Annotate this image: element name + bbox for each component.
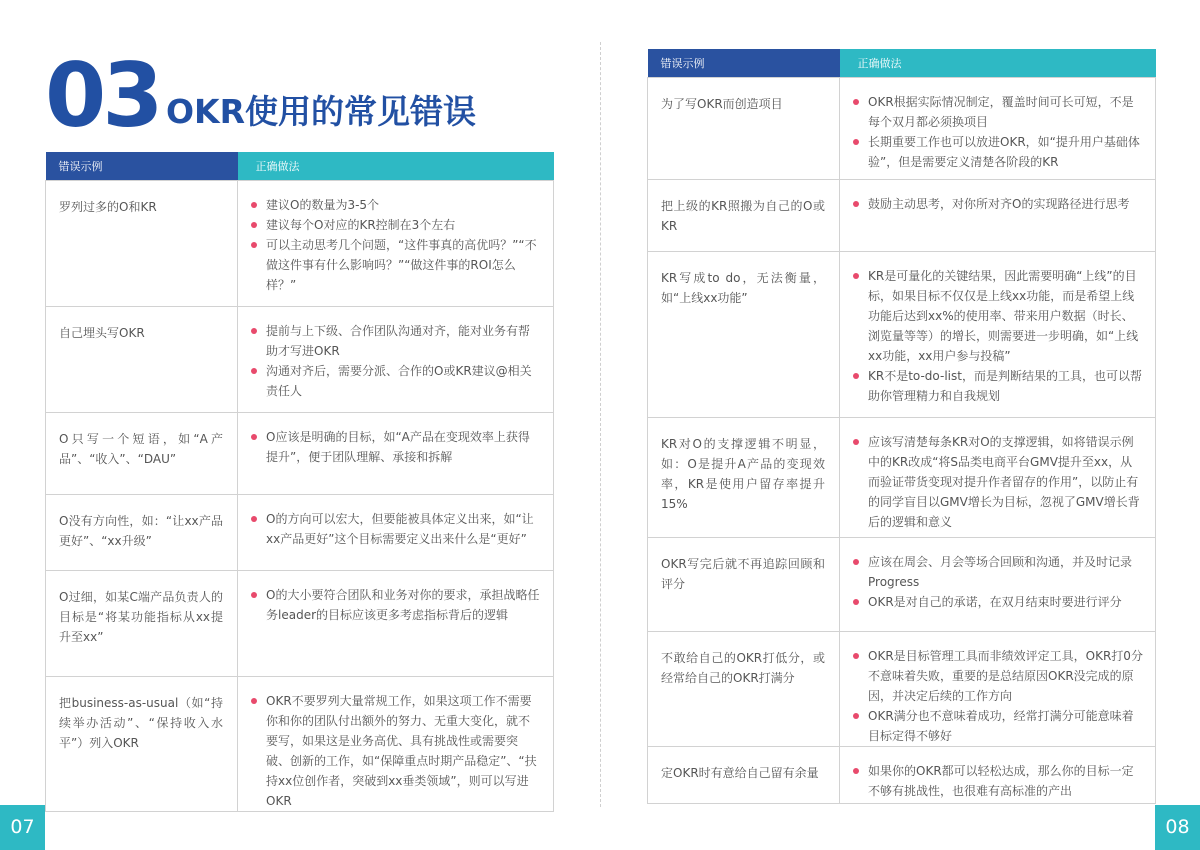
bullet-list: [250, 427, 541, 467]
bullet-item: 如果你的OKR都可以轻松达成，那么你的目标一定不够有挑战性，也很难有高标准的产出: [852, 761, 1143, 801]
bullet-list: [250, 691, 541, 811]
table-row: [46, 307, 554, 413]
bullet-item: KR不是to-do-list，而是判断结果的工具，也可以帮助你管理精力和自我规划: [852, 366, 1143, 406]
page-number-right: 08: [1155, 805, 1200, 850]
header-correct-practice: 正确做法: [840, 49, 1156, 78]
bullet-list: [852, 194, 1143, 214]
page-number-left: 07: [0, 805, 45, 850]
bullet-item: OKR是目标管理工具而非绩效评定工具，OKR打0分不意味着失败，重要的是总结原因OKR没完成的原因，并决定后续的工作方向: [852, 646, 1143, 706]
correct-practice-cell: [238, 181, 554, 307]
correct-practice-cell: [238, 571, 554, 677]
table-row: [648, 180, 1156, 252]
bullet-item: KR是可量化的关键结果，因此需要明确“上线”的目标，如果目标不仅仅是上线xx功能，而是希望上线功能后达到xx%的使用率、带来用户数据（时长、浏览量等等）的增长，则需要进一步明确，如“上线xx功能，xx用户参与投稿”: [852, 266, 1143, 366]
section-number: 03: [45, 44, 160, 147]
bullet-item: O的大小要符合团队和业务对你的要求，承担战略任务leader的目标应该更多考虑指标背后的逻辑: [250, 585, 541, 625]
okr-table-right: [647, 49, 1156, 804]
wrong-example-cell: 定OKR时有意给自己留有余量: [648, 747, 840, 804]
bullet-item: 可以主动思考几个问题，“这件事真的高优吗？”“不做这件事有什么影响吗？”“做这件事的ROI怎么样？”: [250, 235, 541, 295]
bullet-item: 提前与上下级、合作团队沟通对齐，能对业务有帮助才写进OKR: [250, 321, 541, 361]
correct-practice-cell: [840, 252, 1156, 418]
table-row: [648, 632, 1156, 747]
bullet-item: OKR不要罗列大量常规工作，如果这项工作不需要你和你的团队付出额外的努力、无重大变化，就不要写，如果这是业务高优、具有挑战性或需要突破、创新的工作，如“保障重点时期产品稳定”、“扶持xx位创作者，突破到xx垂类领域”，则可以写进OKR: [250, 691, 541, 811]
wrong-example-cell: 罗列过多的O和KR: [46, 181, 238, 307]
bullet-list: [250, 195, 541, 295]
bullet-list: [852, 646, 1143, 746]
bullet-item: O的方向可以宏大，但要能被具体定义出来，如“让xx产品更好”这个目标需要定义出来什么是“更好”: [250, 509, 541, 549]
wrong-example-cell: KR写成to do，无法衡量，如“上线xx功能”: [648, 252, 840, 418]
bullet-list: [250, 321, 541, 401]
header-wrong-example: 错误示例: [46, 152, 238, 181]
correct-practice-cell: [840, 418, 1156, 538]
wrong-example-cell: O只写一个短语，如“A产品”、“收入”、“DAU”: [46, 413, 238, 495]
bullet-item: 沟通对齐后，需要分派、合作的O或KR建议@相关责任人: [250, 361, 541, 401]
bullet-item: OKR满分也不意味着成功，经常打满分可能意味着目标定得不够好: [852, 706, 1143, 746]
bullet-item: OKR根据实际情况制定，覆盖时间可长可短，不是每个双月都必须换项目: [852, 92, 1143, 132]
correct-practice-cell: [238, 307, 554, 413]
table-row: [46, 495, 554, 571]
bullet-list: [852, 266, 1143, 406]
bullet-item: 长期重要工作也可以放进OKR，如“提升用户基础体验”，但是需要定义清楚各阶段的KR: [852, 132, 1143, 172]
header-wrong-example: 错误示例: [648, 49, 840, 78]
table-row: [46, 571, 554, 677]
wrong-example-cell: KR对O的支撑逻辑不明显，如：O是提升A产品的变现效率，KR是使用户留存率提升15%: [648, 418, 840, 538]
table-row: [648, 78, 1156, 180]
wrong-example-cell: 为了写OKR而创造项目: [648, 78, 840, 180]
correct-practice-cell: [840, 747, 1156, 804]
bullet-item: 建议每个O对应的KR控制在3个左右: [250, 215, 541, 235]
correct-practice-cell: [840, 78, 1156, 180]
bullet-item: 应该在周会、月会等场合回顾和沟通，并及时记录Progress: [852, 552, 1143, 592]
wrong-example-cell: 自己埋头写OKR: [46, 307, 238, 413]
correct-practice-cell: [238, 413, 554, 495]
bullet-item: 鼓励主动思考，对你所对齐O的实现路径进行思考: [852, 194, 1143, 214]
bullet-list: [852, 761, 1143, 801]
correct-practice-cell: [840, 538, 1156, 632]
table-row: [648, 747, 1156, 804]
bullet-list: [250, 509, 541, 549]
page-divider: [600, 42, 601, 807]
page-title: OKR使用的常见错误: [166, 92, 477, 131]
wrong-example-cell: OKR写完后就不再追踪回顾和评分: [648, 538, 840, 632]
table-row: [648, 252, 1156, 418]
bullet-list: [852, 92, 1143, 172]
correct-practice-cell: [238, 495, 554, 571]
correct-practice-cell: [840, 632, 1156, 747]
wrong-example-cell: 不敢给自己的OKR打低分，或经常给自己的OKR打满分: [648, 632, 840, 747]
bullet-list: [852, 432, 1143, 532]
bullet-item: OKR是对自己的承诺，在双月结束时要进行评分: [852, 592, 1143, 612]
table-row: [648, 418, 1156, 538]
correct-practice-cell: [840, 180, 1156, 252]
bullet-item: O应该是明确的目标，如“A产品在变现效率上获得提升”，便于团队理解、承接和拆解: [250, 427, 541, 467]
wrong-example-cell: 把business-as-usual（如“持续举办活动”、“保持收入水平”）列入OKR: [46, 677, 238, 812]
bullet-item: 应该写清楚每条KR对O的支撑逻辑，如将错误示例中的KR改成“将S品类电商平台GMV提升至xx，从而验证带货变现对提升作者留存的作用”，以防止有的同学盲目以GMV增长为目标，忽视了GMV增长背后的逻辑和意义: [852, 432, 1143, 532]
okr-table-left: [45, 152, 554, 812]
wrong-example-cell: 把上级的KR照搬为自己的O或KR: [648, 180, 840, 252]
table-row: [46, 677, 554, 812]
table-row: [46, 413, 554, 495]
correct-practice-cell: [238, 677, 554, 812]
wrong-example-cell: O没有方向性，如：“让xx产品更好”、“xx升级”: [46, 495, 238, 571]
wrong-example-cell: O过细，如某C端产品负责人的目标是“将某功能指标从xx提升至xx”: [46, 571, 238, 677]
header-correct-practice: 正确做法: [238, 152, 554, 181]
bullet-item: 建议O的数量为3-5个: [250, 195, 541, 215]
bullet-list: [250, 585, 541, 625]
bullet-list: [852, 552, 1143, 612]
table-row: [46, 181, 554, 307]
table-row: [648, 538, 1156, 632]
